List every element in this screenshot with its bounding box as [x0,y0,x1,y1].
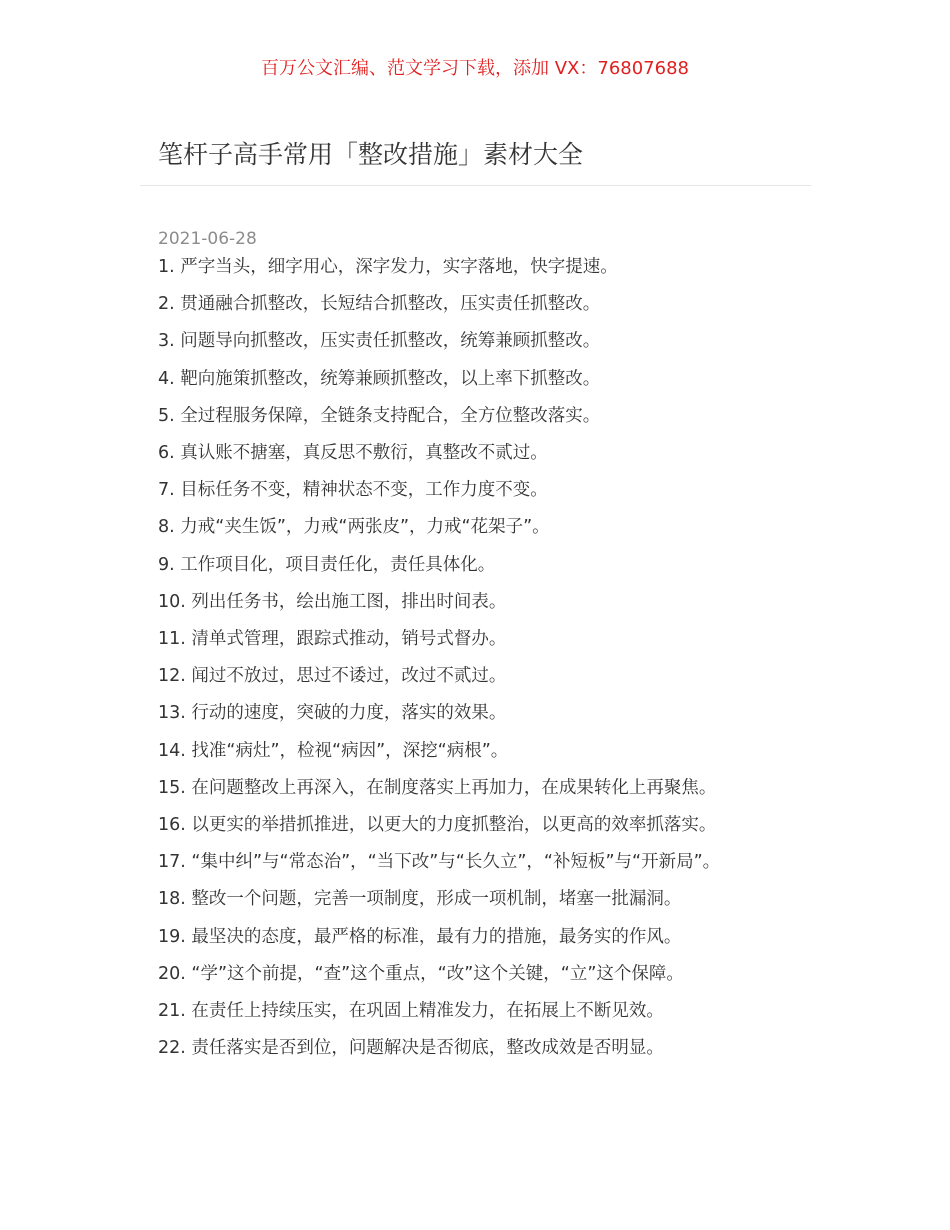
publish-date: 2021-06-28 [158,229,257,249]
title-divider [140,185,811,186]
list-item: 7. 目标任务不变，精神状态不变，工作力度不变。 [158,480,548,501]
list-item: 8. 力戒“夹生饭”，力戒“两张皮”，力戒“花架子”。 [158,517,550,538]
list-item: 2. 贯通融合抓整改，长短结合抓整改，压实责任抓整改。 [158,294,601,315]
list-item: 15. 在问题整改上再深入，在制度落实上再加力，在成果转化上再聚焦。 [158,777,717,798]
list-item: 9. 工作项目化，项目责任化，责任具体化。 [158,554,496,575]
promo-banner: 百万公文汇编、范文学习下载，添加 VX：76807688 [261,58,689,79]
list-item: 14. 找准“病灶”，检视“病因”，深挖“病根”。 [158,740,509,761]
list-item: 18. 整改一个问题，完善一项制度，形成一项机制，堵塞一批漏洞。 [158,889,682,910]
list-item: 3. 问题导向抓整改，压实责任抓整改，统筹兼顾抓整改。 [158,331,601,352]
list-item: 6. 真认账不搪塞，真反思不敷衍，真整改不贰过。 [158,443,548,464]
list-item: 16. 以更实的举措抓推进，以更大的力度抓整治，以更高的效率抓落实。 [158,815,717,836]
list-item: 13. 行动的速度，突破的力度，落实的效果。 [158,703,507,724]
list-item: 5. 全过程服务保障，全链条支持配合，全方位整改落实。 [158,405,601,426]
list-item: 17. “集中纠”与“常态治”，“当下改”与“长久立”，“补短板”与“开新局”。 [158,852,721,873]
list-item: 21. 在责任上持续压实，在巩固上精准发力，在拓展上不断见效。 [158,1001,664,1022]
list-item: 1. 严字当头，细字用心，深字发力，实字落地，快字提速。 [158,257,618,277]
list-item: 12. 闻过不放过，思过不诿过，改过不贰过。 [158,666,507,687]
list-item: 11. 清单式管理，跟踪式推动，销号式督办。 [158,629,507,650]
list-item: 20. “学”这个前提，“查”这个重点，“改”这个关键，“立”这个保障。 [158,963,684,984]
list-item: 10. 列出任务书，绘出施工图，排出时间表。 [158,591,507,612]
list-item: 4. 靶向施策抓整改，统筹兼顾抓整改，以上率下抓整改。 [158,368,601,389]
article-title: 笔杆子高手常用「整改措施」素材大全 [158,140,584,169]
list-item: 19. 最坚决的态度，最严格的标准，最有力的措施，最务实的作风。 [158,926,682,947]
measures-list [158,249,798,1067]
list-item: 22. 责任落实是否到位，问题解决是否彻底，整改成效是否明显。 [158,1038,664,1059]
